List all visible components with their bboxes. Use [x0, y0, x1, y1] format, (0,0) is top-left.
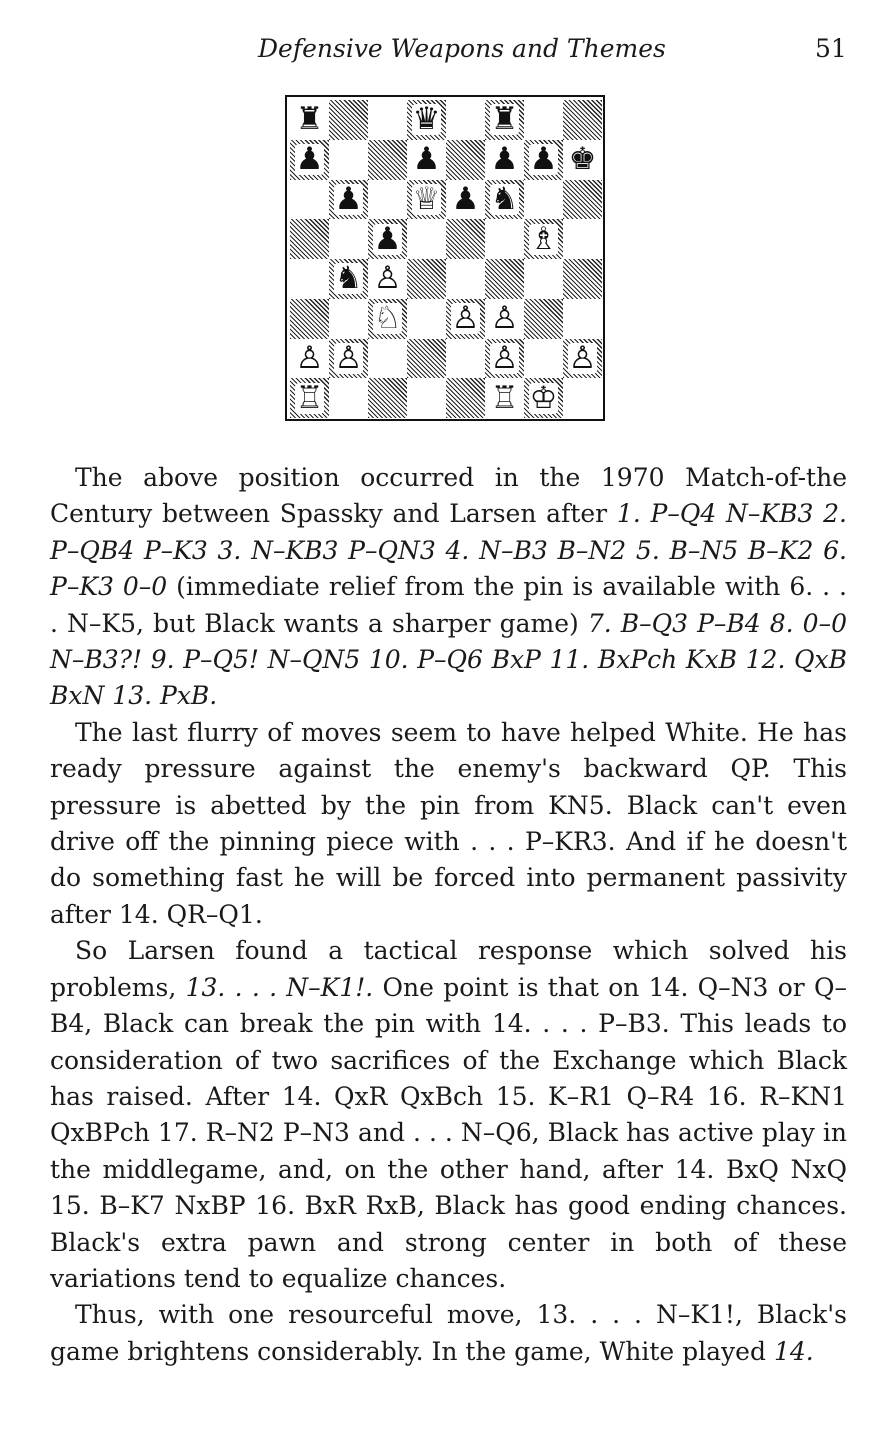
square-g1	[524, 378, 563, 418]
chess-piece: ♟	[451, 180, 480, 217]
chess-piece: ♞	[490, 180, 519, 217]
square-a1	[290, 378, 329, 418]
square-c4	[368, 259, 407, 299]
square-d1	[407, 378, 446, 418]
text-run: Thus, with one resourceful move, 13. . . . N–K1!, Black's game brightens considerably. In the game, White played	[50, 1300, 847, 1366]
text-run: So Larsen found a tactical response which solved his problems,	[50, 936, 847, 1002]
square-b8	[329, 100, 368, 140]
square-d2	[407, 339, 446, 379]
square-a6	[290, 180, 329, 220]
square-h4	[563, 259, 602, 299]
square-b4	[329, 259, 368, 299]
square-c5	[368, 219, 407, 259]
italic-run: 7. B–Q3 P–B4 8. 0–0 N–B3?! 9. P–Q5! N–QN5 10. P–Q6 BxP 11. BxPch KxB 12. QxB BxN 13. PxB.	[50, 608, 847, 711]
square-h5	[563, 219, 602, 259]
square-a5	[290, 219, 329, 259]
chess-piece: ♔	[529, 379, 558, 416]
square-e4	[446, 259, 485, 299]
square-a3	[290, 299, 329, 339]
chess-piece: ♜	[295, 101, 324, 138]
square-a4	[290, 259, 329, 299]
square-e7	[446, 140, 485, 180]
chess-piece: ♙	[373, 260, 402, 297]
chess-diagram	[285, 95, 605, 421]
square-h7	[563, 140, 602, 180]
square-h1	[563, 378, 602, 418]
square-a2	[290, 339, 329, 379]
italic-run: 1. P–Q4 N–KB3 2. P–QB4 P–K3 3. N–KB3 P–QN3 4. N–B3 B–N2 5. B–N5 B–K2 6. P–K3 0–0	[50, 499, 847, 602]
square-e5	[446, 219, 485, 259]
square-d3	[407, 299, 446, 339]
square-g4	[524, 259, 563, 299]
chess-piece: ♙	[490, 339, 519, 376]
square-h2	[563, 339, 602, 379]
chess-piece: ♙	[295, 339, 324, 376]
text-run: The last flurry of moves seem to have helped White. He has ready pressure against the enemy's backward QP. This pressure is abetted by the pin from KN5. Black can't even drive off the pinning piece with . . . P–KR3. And if he doesn't do something fast he will be forced into permanent passivity after 14. QR–Q1.	[50, 717, 847, 929]
paragraph-3	[50, 933, 847, 1297]
chess-piece: ♗	[529, 220, 558, 257]
square-h8	[563, 100, 602, 140]
square-f1	[485, 378, 524, 418]
square-d5	[407, 219, 446, 259]
chess-piece: ♕	[412, 180, 441, 217]
paragraph-1	[50, 460, 847, 715]
square-c3	[368, 299, 407, 339]
square-b7	[329, 140, 368, 180]
chess-piece: ♟	[295, 141, 324, 178]
text-run: (immediate relief from the pin is available with 6. . . . N–K5, but Black wants a sharper game)	[50, 572, 847, 638]
square-h6	[563, 180, 602, 220]
square-g2	[524, 339, 563, 379]
text-run: The above position occurred in the 1970 Match-of-the Century between Spassky and Larsen after	[50, 463, 847, 529]
italic-run: 13. . . . N–K1!.	[185, 972, 374, 1002]
page-header	[0, 30, 893, 70]
chess-piece: ♟	[490, 141, 519, 178]
square-c7	[368, 140, 407, 180]
square-f4	[485, 259, 524, 299]
square-c2	[368, 339, 407, 379]
chess-piece: ♜	[490, 101, 519, 138]
square-g3	[524, 299, 563, 339]
square-f3	[485, 299, 524, 339]
page-number: 51	[815, 34, 847, 63]
chess-piece: ♙	[490, 300, 519, 337]
square-f8	[485, 100, 524, 140]
square-c8	[368, 100, 407, 140]
chess-piece: ♙	[568, 339, 597, 376]
chess-piece: ♚	[568, 141, 597, 178]
chess-piece: ♙	[451, 300, 480, 337]
square-g6	[524, 180, 563, 220]
square-b6	[329, 180, 368, 220]
chess-piece: ♟	[334, 180, 363, 217]
chess-piece: ♘	[373, 300, 402, 337]
paragraph-2	[50, 715, 847, 933]
square-e6	[446, 180, 485, 220]
text-run: One point is that on 14. Q–N3 or Q–B4, Black can break the pin with 14. . . . P–B3. This leads to consideration of two sacrifices of the Exchange which Black has raised. After 14. QxR QxBch 15. K–R1 Q–R4 16. R–KN1 QxBPch 17. R–N2 P–N3 and . . . N–Q6, Black has active play in the middlegame, and, on the other hand, after 14. BxQ NxQ 15. B–K7 NxBP 16. BxR RxB, Black has good ending chances. Black's extra pawn and strong center in both of these variations tend to equalize chances.	[50, 972, 848, 1293]
square-a8	[290, 100, 329, 140]
square-b3	[329, 299, 368, 339]
square-f2	[485, 339, 524, 379]
italic-run: 14.	[773, 1336, 814, 1366]
paragraph-4	[50, 1297, 847, 1370]
square-g8	[524, 100, 563, 140]
square-c1	[368, 378, 407, 418]
square-c6	[368, 180, 407, 220]
chess-piece: ♟	[412, 141, 441, 178]
chess-piece: ♟	[373, 220, 402, 257]
chess-piece: ♞	[334, 260, 363, 297]
square-d4	[407, 259, 446, 299]
square-e3	[446, 299, 485, 339]
chess-piece: ♖	[295, 379, 324, 416]
square-f7	[485, 140, 524, 180]
square-b2	[329, 339, 368, 379]
square-d8	[407, 100, 446, 140]
square-a7	[290, 140, 329, 180]
square-e1	[446, 378, 485, 418]
chess-board	[290, 100, 602, 418]
square-e8	[446, 100, 485, 140]
chess-piece: ♙	[334, 339, 363, 376]
square-g5	[524, 219, 563, 259]
chess-piece: ♟	[529, 141, 558, 178]
square-b1	[329, 378, 368, 418]
square-e2	[446, 339, 485, 379]
square-b5	[329, 219, 368, 259]
square-f6	[485, 180, 524, 220]
square-f5	[485, 219, 524, 259]
body-text	[50, 460, 847, 1370]
chess-piece: ♛	[412, 101, 441, 138]
running-title: Defensive Weapons and Themes	[258, 34, 666, 63]
square-d6	[407, 180, 446, 220]
square-g7	[524, 140, 563, 180]
square-h3	[563, 299, 602, 339]
square-d7	[407, 140, 446, 180]
chess-piece: ♖	[490, 379, 519, 416]
